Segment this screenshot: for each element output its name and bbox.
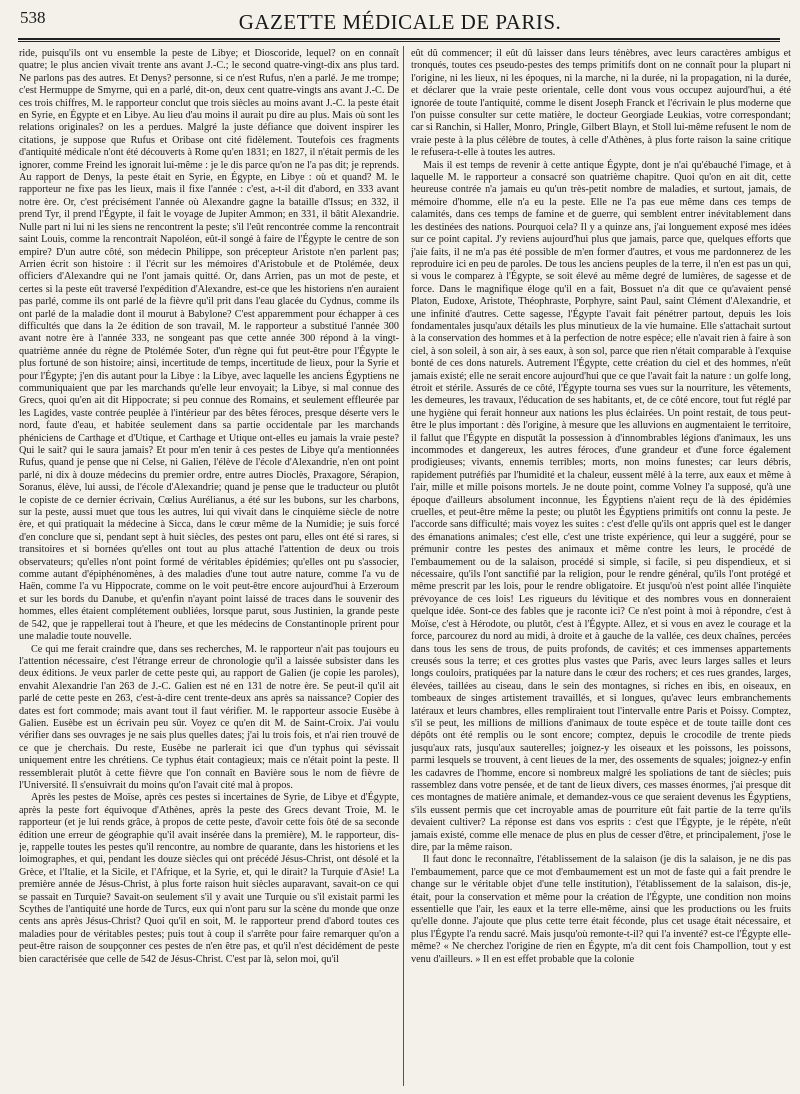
paragraph: Après les pestes de Moïse, après ces pestes si incertaines de Syrie, de Libye et d'Égypte, après la peste fort équivoque d'Athènes, après la peste des Grecs devant Troie, M. le rapporteur (et je lui rends grâce, à propos de cette peste, d'avoir cette fois ôté de sa seconde édition une erreur de géographie qu'il avait insérée dans la première), M. le rapporteur, dis-je, rappelle toutes les pestes qu'il rencontre, au nombre de quarante, dans les historiens et les loimographes, et qui, pendant les douze siècles qui ont précédé Jésus-Christ, ont désolé et la Grèce, et l'Italie, et la Sicile, et l'Afrique, et la Syrie, et, qui le dirait? la Turquie d'Asie! La première année de Jésus-Christ, à plus forte raison huit siècles auparavant, savait-on ce qui se passait en Turquie? Savait-on seulement s'il y avait une Turquie ou s'il existait parmi les Scythes de l'antiquité une horde de Turcs, eux qui n'ont paru sur la scène du monde que onze cents ans après Jésus-Christ? Quoi qu'il en soit, M. le rapporteur prend d'abord toutes ces maladies pour de véritables pestes; puis tout à coup il s'arrête pour faire remarquer qu'on a peut-être raison de soupçonner ces pestes de n'en être pas, et qu'il n'est décidément de peste bien caractérisée que celle de 542 de Jésus-Christ. C'est par là, selon moi, qu'il <box>19 792 399 965</box>
paragraph: ride, puisqu'ils ont vu ensemble la peste de Libye; et Dioscoride, lequel? on en connaît quatre; le plus ancien vivait trente ans avant J.-C.; le second quatre-vingt-dix ans plus tard. Ne parlons pas des autres. Et Denys? personne, si ce n'est Rufus, n'en a parlé. Je me trompe; c'est Hermuppe de Smyrne, qui en a parlé, dit-on, deux cent quatre-vingts ans avant J.-C. De ces trois chiffres, M. le rapporteur conclut que trois siècles au moins avant J.-C. la peste était en Syrie, en Égypte et en Libye. Au lieu d'au moins il aurait pu dire au plus. Mais où sont les relations originales? on les a perdues. Malgré la juste défiance que doivent inspirer les citations, je suppose que Rufus et Oribase ont cité fidèlement. Toutefois ces fragments d'antiquité médicale n'ont été découverts à Rome qu'en 1831; en 1827, il n'était permis de les ignorer, comme Freind les ignorait lui-même : je le dis parce qu'on ne l'a pas dit; je reprends. Au rapport de Denys, la peste était en Syrie, en Égypte, en Libye : où et quand? M. le rapporteur ne fixe pas les lieux, mais il fixe l'année : c'est, a-t-il dit d'abord, en 333 avant notre ère. Or, c'est précisément l'année où Alexandre gagne la bataille d'Issus; en 332, il prend Tyr, il prend l'Égypte, il fait le voyage de Jupiter Ammon; en 331, il bâtit Alexandrie. Nulle part ni lui ni les siens ne rencontrent la peste; s'il l'eût rencontrée comme la rencontrait saint Louis, comme la rencontrait Napoléon, eût-il songé à faire de l'Égypte le centre de son empire? D'un autre côté, son médecin Philippe, son précepteur Aristote n'en parlent pas; Arrien écrit son histoire : il l'écrit sur les mémoires d'Aristobule et de Ptolémée, deux officiers d'Alexandre qui ne l'ont jamais quitté. Or, dans Arrien, pas un mot de peste, et certes si la peste eût traversé l'expédition d'Alexandre, est-ce que les historiens n'en auraient pas parlé, comme ils ont parlé de la fièvre qu'il prit dans l'eau glacée du Cydnus, comme ils ont parlé de la maladie dont il mourut à Babylone? C'est apparemment pour échapper à ces difficultés que dans la 2e édition de son travail, M. le rapporteur a substitué l'année 300 avant notre ère à l'année 333, ne songeant pas que cette année 300 répond à la vingt-quatrième année du règne de Ptolémée Soter, d'un règne qui fut peut-être pour l'Égypte le plus fortuné de son histoire; ainsi, incertitude de temps, incertitude de lieux, pour la Syrie et pour l'Égypte; j'en dis autant pour la Libye : la Libye, avec laquelle les anciens Égyptiens ne communiquaient que par les marchands qu'elle leur envoyait; la Libye, si mal connue des Grecs, quoi qu'en ait dit Hippocrate; si peu connue des Romains, et seulement effleurée par les Lagides, vaste contrée peuplée à l'intérieur par des bêtes féroces, presque déserte vers le nord, faute d'eau, et habitée seulement dans sa partie occidentale par les marchands phéniciens de Carthage et d'Utique, et Carthage et Utique ont-elles eu jamais la vraie peste? Qui le sait? qui le saura jamais? Et pour m'en tenir à ces pestes de Libye qu'a mentionnées Rufus, quand je pense que ni Celse, ni Galien, l'élève de l'école d'Alexandrie, n'en ont point parlé, ni dix à douze médecins du premier ordre, entre autres Dioclès, Praxagore, Sérapion, Soranus, élève, lui aussi, de l'école d'Alexandrie; quand je pense que le traducteur ou plutôt le copiste de ce dernier écrivain, Cœlius Aurélianus, a été sur les bubons, sur les charbons, sur la peste, aussi muet que tous les autres, lui qui vivait dans le cinquième siècle de notre ère, et qui pratiquait la médecine à Sicca, dans le cœur même de la Numidie; je suis forcé d'en conclure que si, pendant sept à huit siècles, des pestes ont paru, elles ont été si rares, si transitoires et si bornées qu'elles ont tout au plus attaché l'attention de deux ou trois observateurs; qu'elles n'ont point formé de véritables épidémies; qu'elles ont pu s'associer, comme autant d'épiphénomènes, à des maladies d'une tout autre nature, comme l'a vu de Haën, comme l'a vu Hippocrate, comme on le voit peut-être encore aujourd'hui à Erzeroum et sur les bords du Danube, et qu'enfin n'ayant point laissé de traces dans le souvenir des hommes, elles étaient complétement oubliées, lorsque parut, sous Justinien, la grande peste de 542, que je rappellerai tout à l'heure, et que les médecins de Constantinople prirent pour une maladie toute nouvelle. <box>19 48 399 643</box>
left-column <box>19 48 399 1084</box>
page-number: 538 <box>20 8 46 27</box>
header-rule <box>18 38 780 40</box>
page-header <box>20 8 780 38</box>
column-divider <box>403 46 404 1086</box>
paragraph: Ce qui me ferait craindre que, dans ses recherches, M. le rapporteur n'ait pas toujours eu l'attention nécessaire, c'est l'étrange erreur de chronologie qu'il a laissée subsister dans les deux éditions. Je veux parler de cette peste qui, au rapport de Galien (je copie les paroles), envahit Alexandrie l'an 263 de J.-C. Galien est né en 131 de notre ère. Se peut-il qu'il ait parlé de cette peste en 263, c'est-à-dire cent trente-deux ans après sa naissance? Copier des dates est fort commode; mais avant tout il faut vérifier. M. le rapporteur associe Eusèbe à Galien. Eusèbe est un écrivain peu sûr. Voyez ce qu'en dit M. de Saint-Croix. J'ai voulu vérifier dans ses ouvrages je ne sais plus quelles dates; j'ai lu trois fois, et n'ai rien trouvé de ce que je cherchais. Du reste, Eusèbe ne parlerait ici que d'un typhus qui sévissait uniquement entre les chrétiens. Ce typhus était contagieux; mais ce n'était point la peste. Il ressemblerait plutôt à cette fièvre que l'on connaît en Bavière sous le nom de fièvre de l'Université. Il s'ensuivrait du moins qu'on l'avait cité mal à propos. <box>19 643 399 791</box>
paragraph: Il faut donc le reconnaître, l'établissement de la salaison (je dis la salaison, je ne dis pas l'embaumement, parce que ce mot d'embaumement est un mot de faste qui a fait prendre le change sur le véritable objet d'une telle institution), l'établissement de la salaison, dis-je, était, pour la conservation et même pour la création de l'Égypte, une condition non moins essentielle que l'air, les eaux et la terre elle-même, ainsi que les productions ou les fruits qu'elle donne. J'ajoute que plus cette terre était féconde, plus cet usage était nécessaire, et plus l'Égypte l'a rendu sacré. Mais jusqu'où remonte-t-il? qui l'a inventé? est-ce l'Égypte elle-même? « Ne cherchez l'origine de rien en Égypte, m'a dit cent fois Champollion, tout y est venu d'ailleurs. » Il en est effet probable que la colonie <box>411 854 791 965</box>
right-column <box>411 48 791 1084</box>
paragraph: Mais il est temps de revenir à cette antique Égypte, dont je n'ai qu'ébauché l'image, et à laquelle M. le rapporteur a consacré son quatrième chapitre. Quoi qu'on en ait dit, cette heureuse contrée n'a jamais eu qu'un très-petit nombre de maladies, et surtout, jamais, de mémoire d'homme, elle n'a eu la peste. Elle ne l'a pas eue même dans ces temps de calamités, dans ces temps de famine et de guerre, qui semblent entrer inévitablement dans les destinées des nations. Pourquoi cela? Il y a quinze ans, j'ai longuement exposé mes idées sur ce point capital. J'y reviens aujourd'hui plus que jamais, parce que, quelques efforts que j'aie faits, il ne m'a pas été possible de m'en former d'autres, et vous me pardonnerez de les reproduire ici en peu de paroles. De tous les anciens peuples de la terre, il n'en est pas un qui, si vous le comparez à l'Égypte, se soit élevé au même degré de lumières, de sagesse et de force. Dans le magnifique éloge qu'il en a fait, Bossuet n'a dit que ce qu'avaient pensé Platon, Eudoxe, Aristote, Théophraste, Porphyre, saint Paul, saint Clément d'Alexandrie, et une infinité d'autres. Cette sagesse, l'Égypte l'avait fait pénétrer partout, depuis les lois fondamentales jusqu'aux détails les plus minutieux de la vie humaine. Elle s'attachait surtout à la conservation des hommes et à la perfection de notre espèce; elle n'avait rien à faire à son ciel, à son soleil, à son air, à ses eaux, à son sol, parce que rien n'était comparable à l'exquise bonté de ces dons naturels. Autrement l'Égypte, cette création du ciel et des hommes, n'eût jamais existé; elle ne serait encore aujourd'hui que ce que l'avait fait la nature : un golfe long, étroit et stérile. Assurés de ce côté, l'Égypte tourna ses vues sur la nourriture, les vêtements, les demeures, les travaux, l'éducation de ses habitants, et, de ce côté encore, tout fut réglé par une hygiène qui ferait honneur aux nations les plus éclairées. Un point restait, de tous peut-être le plus important : dès l'origine, à mesure que les alluvions en augmentaient le territoire, il fallut que l'Égypte en disputât la possession à d'innombrables légions d'animaux, les uns incommodes et dangereux, les autres féroces, d'une grandeur et d'une force également prodigieuses; vivants, ennemis terribles; morts, non moins funestes; car leurs débris, rapidement putréfiés par l'humidité et la chaleur, eussent mêlé à la terre, aux eaux et même à l'air, mille et mille poisons mortels. Je ne doute point, comme Volney l'a supposé, qu'à une époque d'ailleurs absolument inconnue, les Égyptiens n'aient reçu de là des épidémies cruelles, et peut-être même la peste; ou plutôt les Égyptiens primitifs ont connu la peste. Je l'accorde sans difficulté; mais voyez les suites : c'est d'elle qu'ils ont appris quel est le danger des émanations animales; c'est elle, c'est une triste expérience, qui leur a suggéré, pour se prémunir contre les pestes des animaux et même contre les leurs, le procédé de l'embaumement ou de la salaison, procédé si simple, si facile, si peu dispendieux, et si nécessaire, qu'ils l'ont sanctifié par la religion, pour le rendre général, qu'ils l'ont protégé et même prescrit par les lois, pour le rendre obligatoire. Et jusqu'où n'est point allée l'inquiète prévoyance de ces lois! Les rigueurs du lévitique et des nombres vous en donneraient quelque idée. Sont-ce des fables que je raconte ici? Ce n'est point à moi à répondre, c'est à Moïse, c'est à Hérodote, ou plutôt, c'est à l'Égypte. Allez, et si vous en avez le courage et la force, parcourez du nord au midi, à droite et à gauche de la vallée, ces deux chaînes, percées dans tous les sens de trous, de puits profonds, de cavités; et ces immenses appartements creusés sous la terre; et ces grottes plus vastes que Paris, avec leurs larges salles et leurs longs couloirs, pratiquées par la nature dans le cœur des rochers; et ces rues grandes, larges, élevées, taillées au ciseau, dans le sein des montagnes, si riches en ibis, en oiseaux, en tombeaux de singes artistement travaillés, et si longues, qu'avec leurs embranchements latéraux et leurs chambres, elles rempliraient tout l'intervalle entre Paris et Poissy. Comptez, s'il se peut, les millions de millions d'animaux de toute espèce et de toute taille dont ces dépôts ont été remplis ou le sont encore; comptez, depuis le crocodile de trente pieds jusqu'aux rats, jusqu'aux sauterelles; joignez-y les oiseaux et les poissons, les poissons, parmi lesquels se trouvent, à cent lieues de la mer, des ossements de squales; joignez-y enfin les cadavres de l'homme, encore si nombreux malgré les spoliations de tant de siècles; puis rassemblez dans votre pensée, et de tant de lieux divers, ces masses énormes, j'ai presque dit ces montagnes de matière animale, et demandez-vous ce que seraient devenus les Égyptiens, s'ils eussent permis que cet incroyable amas de pourriture eût fait partie de la terre qu'ils devaient cultiver? La réponse est dans vos esprits : c'est que l'Égypte, je le répète, n'eût jamais existé, comme elle menace de plus en plus de cesser d'être, et principalement, j'ose le dire, par la même raison. <box>411 159 791 853</box>
paragraph: eût dû commencer; il eût dû laisser dans leurs ténèbres, avec leurs caractères ambigus et tronqués, toutes ces pseudo-pestes des temps primitifs dont on ne connaît pour la plupart ni l'origine, ni les lieux, ni les époques, ni la marche, ni la durée, ni la propagation, ni la durée, et déclarer que la vraie peste orientale, celle dont vous vous occupez aujourd'hui, a été ignorée de toute l'antiquité, comme le disent Joseph Franck et l'écrivain le plus moderne que l'on puisse consulter sur cette matière, le docteur Georgiade Leukias, votre correspondant; car si Ranchin, si Haller, Monro, Pringle, Gilbert Blayn, et Stoll lui-même refusent le nom de vraie peste à la plus célèbre de toutes, à celle d'Athènes, à plus forte raison la saine critique le refusera-t-elle à toutes les autres. <box>411 48 791 159</box>
journal-title: GAZETTE MÉDICALE DE PARIS. <box>238 10 562 34</box>
header-rule-thin <box>18 41 780 42</box>
